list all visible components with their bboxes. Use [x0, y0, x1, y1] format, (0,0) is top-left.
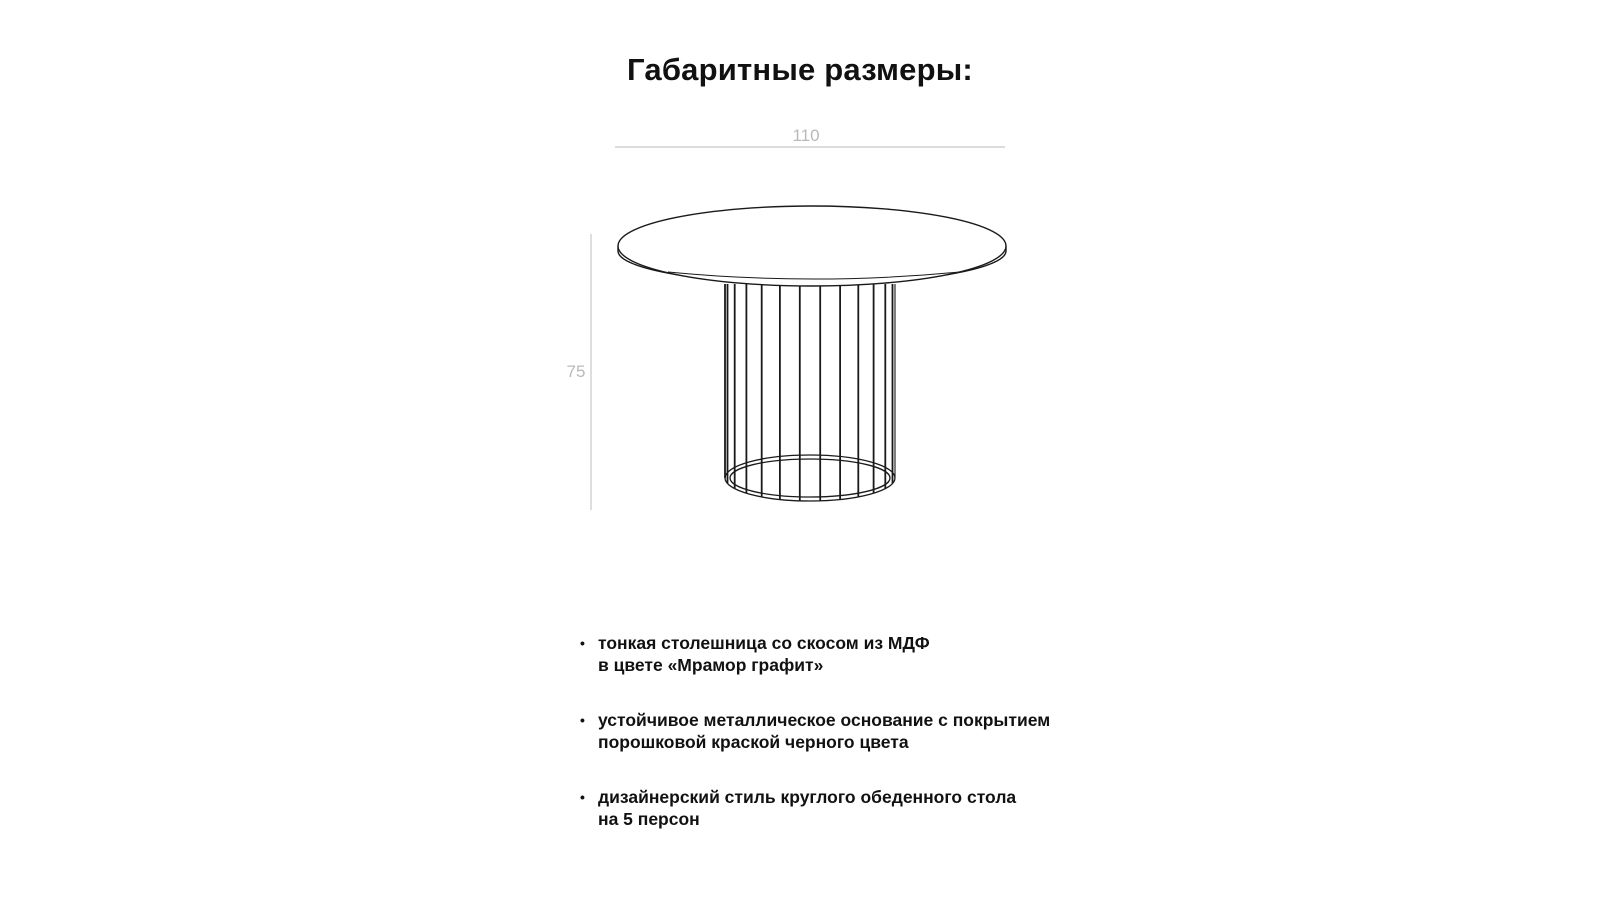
bullet-icon: • [580, 789, 585, 805]
feature-item [580, 786, 1180, 830]
feature-line: дизайнерский стиль круглого обеденного стола [598, 787, 1017, 807]
bullet-icon: • [580, 635, 585, 651]
width-dimension-label: 110 [792, 126, 820, 145]
base-rods [725, 284, 895, 501]
feature-line: устойчивое металлическое основание с покрытием [598, 710, 1051, 730]
bullet-icon: • [580, 712, 585, 728]
page-title: Габаритные размеры: [627, 52, 973, 87]
feature-line: порошковой краской черного цвета [598, 732, 909, 752]
feature-item [580, 709, 1180, 753]
feature-line: на 5 персон [598, 809, 700, 829]
base-bottom-ring [725, 455, 895, 501]
tabletop-surface [618, 206, 1006, 286]
feature-line: в цвете «Мрамор графит» [598, 655, 824, 675]
feature-list [580, 632, 1180, 863]
base-bottom-ring-inner [730, 459, 890, 497]
feature-item [580, 632, 1180, 676]
table-base [725, 284, 895, 501]
tabletop [618, 206, 1006, 286]
height-dimension-label: 75 [566, 362, 586, 381]
feature-line: тонкая столешница со скосом из МДФ [598, 633, 930, 653]
